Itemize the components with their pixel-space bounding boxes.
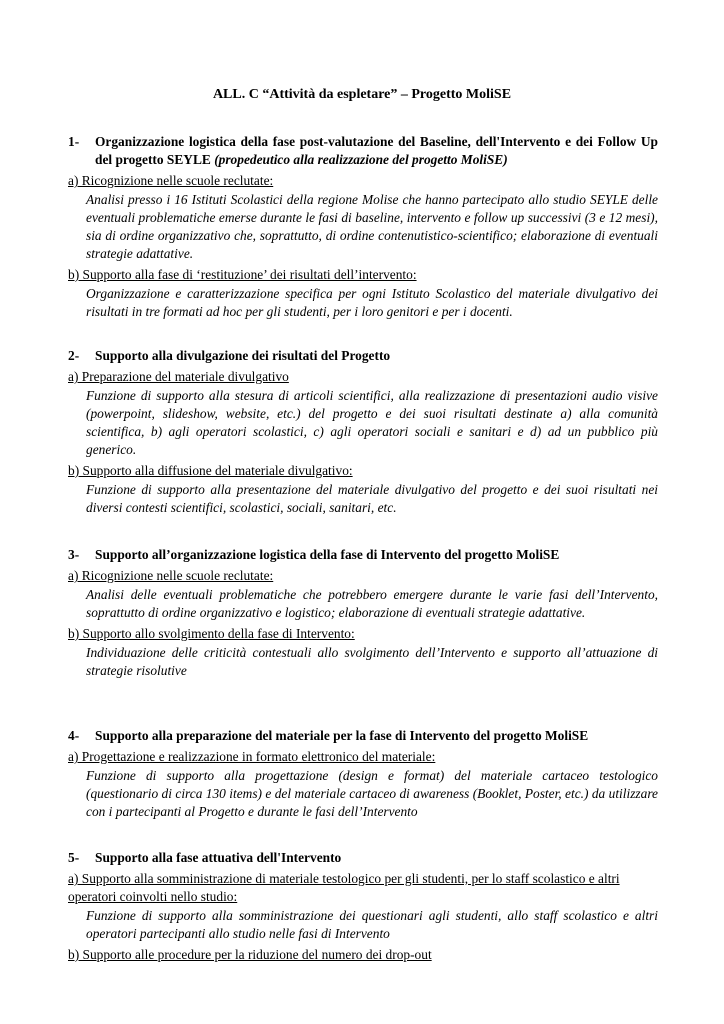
section-title-text: Organizzazione logistica della fase post-valutazione del Baseline, dell'Intervento e dei Follow Up del progetto SEYLE — [95, 134, 658, 167]
subsection-heading: a) Progettazione e realizzazione in formato elettronico del materiale: — [68, 749, 436, 764]
section-title-note: (propedeutico alla realizzazione del progetto MoliSE) — [214, 152, 508, 167]
section-5 — [68, 849, 658, 964]
document-title: ALL. C “Attività da espletare” – Progetto MoliSE — [212, 87, 512, 102]
section-number: 2- — [68, 348, 80, 363]
section-3 — [68, 546, 658, 683]
subsection-heading: a) Ricognizione nelle scuole reclutate: — [68, 568, 274, 583]
section-1 — [68, 133, 658, 324]
subsection-body: Organizzazione e caratterizzazione specifica per ogni Istituto Scolastico del materiale divulgativo dei risultati in tre formati ad hoc per gli studenti, per i loro genitori e per i docenti. — [86, 286, 658, 319]
section-4 — [68, 727, 658, 824]
subsection-heading: b) Supporto alle procedure per la riduzione del numero dei drop-out — [68, 947, 432, 962]
section-title: Supporto alla divulgazione dei risultati del Progetto — [95, 348, 391, 363]
section-heading — [68, 849, 658, 867]
subsection-body: Individuazione delle criticità contestuali allo svolgimento dell’Intervento e supporto all’attuazione di strategie risolutive — [86, 645, 658, 678]
section-heading — [68, 546, 658, 564]
subsection-body: Funzione di supporto alla progettazione (design e format) del materiale cartaceo testologico (questionario di circa 130 items) e del materiale cartaceo di awareness (Booklet, Poster, etc.) da utilizzare con i partecipanti al Progetto e durante le fasi dell’Intervento — [86, 768, 658, 819]
subsection-heading: b) Supporto alla fase di ‘restituzione’ dei risultati dell’intervento: — [68, 267, 417, 282]
section-number: 4- — [68, 728, 80, 743]
section-heading — [68, 133, 658, 169]
subsection-body: Funzione di supporto alla somministrazione dei questionari agli studenti, allo staff scolastico e altri operatori partecipanti allo studio nelle fasi di Intervento — [86, 908, 658, 941]
subsection-heading: b) Supporto alla diffusione del materiale divulgativo: — [68, 463, 353, 478]
section-title: Supporto all’organizzazione logistica della fase di Intervento del progetto MoliSE — [95, 547, 560, 562]
section-number: 3- — [68, 547, 80, 562]
subsection-body: Analisi delle eventuali problematiche che potrebbero emergere durante le varie fasi dell’Intervento, soprattutto di ordine organizzativo e logistico; elaborazione di eventuali strategie adattative. — [86, 587, 658, 620]
section-number: 5- — [68, 850, 80, 865]
subsection-heading: a) Supporto alla somministrazione di materiale testologico per gli studenti, per lo staff scolastico e altri operatori coinvolti nello studio: — [68, 871, 620, 904]
subsection-heading: a) Ricognizione nelle scuole reclutate: — [68, 173, 274, 188]
section-heading — [68, 727, 658, 745]
subsection-body: Funzione di supporto alla presentazione del materiale divulgativo del progetto e dei suoi risultati nei diversi contesti scientifici, scolastici, sociali, sanitari, etc. — [86, 482, 658, 515]
section-heading — [68, 347, 658, 365]
section-title: Supporto alla preparazione del materiale per la fase di Intervento del progetto MoliSE — [95, 728, 589, 743]
section-title: Supporto alla fase attuativa dell'Intervento — [95, 850, 342, 865]
subsection-heading: a) Preparazione del materiale divulgativo — [68, 369, 289, 384]
subsection-heading: b) Supporto allo svolgimento della fase di Intervento: — [68, 626, 355, 641]
section-title — [95, 133, 658, 169]
section-2 — [68, 347, 658, 520]
subsection-body: Analisi presso i 16 Istituti Scolastici della regione Molise che hanno partecipato allo studio SEYLE delle eventuali problematiche emerse durante le fasi di baseline, intervento e follow up successivi (3 e 12 mesi), sia di ordine organizzativo che, soprattutto, di ordine contenutistico-scientifico; elaborazione di eventuali strategie adattative. — [86, 192, 658, 261]
section-number: 1- — [68, 134, 80, 149]
subsection-body: Funzione di supporto alla stesura di articoli scientifici, alla realizzazione di presentazioni audio visive (powerpoint, slideshow, website, etc.) del progetto e dei suoi risultati destinate a) alla comunità scientifica, b) agli operatori scolastici, c) agli operatori sociali e sanitari e d) ad un pubblico più generico. — [86, 388, 658, 457]
